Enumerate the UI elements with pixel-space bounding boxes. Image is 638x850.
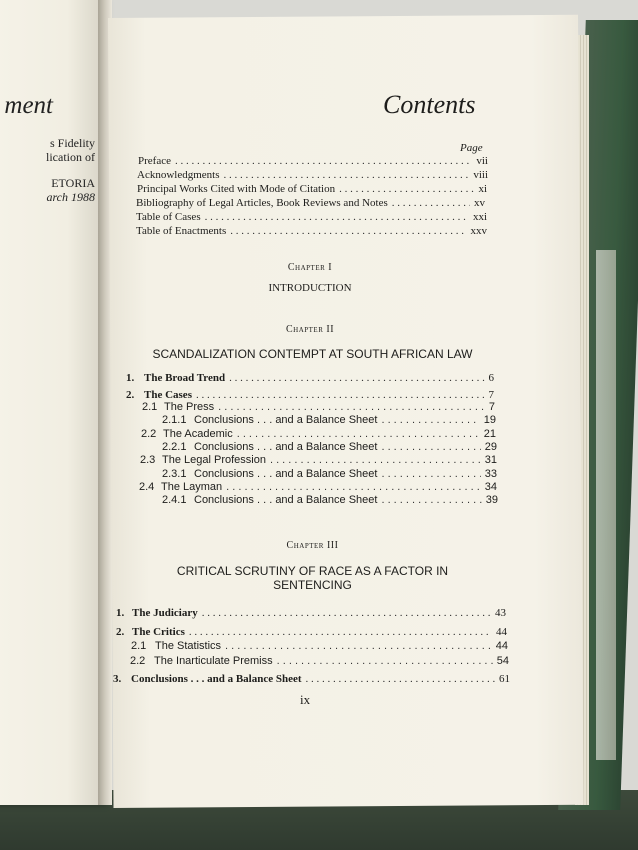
- toc-entry-page: 31: [484, 454, 497, 466]
- chapter-number: Chapter III: [286, 540, 339, 551]
- toc-entry-page: 33: [484, 468, 497, 480]
- toc-entry: [162, 468, 497, 481]
- toc-entry-label: Conclusions . . . and a Balance Sheet: [194, 414, 378, 426]
- toc-entry-number: 2.: [116, 626, 125, 638]
- toc-entry-number: 2.2: [130, 655, 146, 667]
- toc-entry-number: 1.: [116, 607, 125, 619]
- toc-entry-label: Bibliography of Legal Articles, Book Reviews and Notes: [136, 197, 388, 209]
- toc-entry-number: 2.: [126, 389, 135, 401]
- chapter-number: Chapter I: [287, 262, 333, 273]
- toc-entry-label: Table of Enactments: [136, 225, 227, 237]
- toc-entry-label: The Academic: [163, 428, 233, 440]
- toc-entry-label: Table of Cases: [136, 211, 201, 223]
- toc-entry: [116, 607, 506, 620]
- toc-entry: [136, 225, 487, 238]
- dust-jacket-edge: [596, 250, 616, 760]
- toc-entry-page: 39: [485, 494, 498, 506]
- toc-entry-label: Preface: [138, 155, 171, 167]
- toc-entry-label: Acknowledgments: [137, 169, 220, 181]
- toc-entry: [142, 401, 495, 414]
- page-folio: ix: [300, 692, 311, 707]
- toc-entry-number: 2.1: [142, 401, 158, 413]
- toc-entry: [139, 481, 497, 494]
- left-page: [0, 0, 105, 805]
- toc-entry-page: 44: [495, 640, 508, 652]
- toc-entry-number: 2.4: [139, 481, 155, 493]
- toc-entry: [137, 183, 487, 196]
- toc-entry-number: 2.4.1: [162, 494, 187, 506]
- toc-entry-label: Conclusions . . . and a Balance Sheet: [194, 494, 378, 506]
- toc-entry-page: 61: [499, 673, 510, 685]
- left-page-line: s Fidelity: [49, 136, 95, 150]
- toc-entry-number: 2.3: [140, 454, 156, 466]
- chapter-title: SCANDALIZATION CONTEMPT AT SOUTH AFRICAN LAW: [152, 347, 473, 361]
- toc-entry-label: The Cases: [144, 389, 192, 401]
- toc-entry: [162, 414, 496, 427]
- toc-entry-number: 1.: [126, 372, 135, 384]
- toc-entry: [116, 626, 507, 639]
- toc-entry: [162, 494, 498, 507]
- chapter-title: INTRODUCTION: [268, 282, 352, 294]
- toc-entry-label: The Critics: [132, 626, 185, 638]
- toc-entry-page: 44: [496, 626, 507, 638]
- toc-entry: [113, 673, 510, 686]
- toc-entry: [136, 197, 485, 210]
- toc-entry-page: 7: [488, 389, 494, 401]
- toc-entry: [131, 640, 508, 653]
- toc-entry-page: 7: [488, 401, 495, 413]
- toc-entry: [137, 169, 488, 182]
- toc-entry-label: The Broad Trend: [144, 372, 226, 384]
- toc-entry: [162, 441, 497, 454]
- toc-entry-page: xi: [478, 183, 487, 195]
- left-page-title: ment: [4, 92, 53, 119]
- toc-entry-number: 2.2.1: [162, 441, 187, 453]
- toc-entry-label: Conclusions . . . and a Balance Sheet: [194, 468, 378, 480]
- toc-entry-number: 3.: [113, 673, 122, 685]
- toc-entry-page: 34: [484, 481, 497, 493]
- toc-entry-number: 2.3.1: [162, 468, 187, 480]
- toc-entry-label: The Press: [164, 401, 215, 413]
- toc-entry-label: The Inarticulate Premiss: [154, 655, 273, 667]
- toc-entry-page: vii: [476, 155, 488, 167]
- toc-entry: [140, 454, 497, 467]
- toc-entry-page: xxi: [472, 211, 487, 223]
- left-page-line: lication of: [46, 150, 95, 164]
- toc-entry-page: 19: [483, 414, 496, 426]
- toc-entry-page: xv: [474, 197, 485, 209]
- toc-entry-page: xxv: [470, 225, 487, 237]
- toc-entry-page: 43: [495, 607, 506, 619]
- chapter-title-line: SENTENCING: [273, 578, 352, 592]
- toc-entry-page: viii: [473, 169, 488, 181]
- toc-entry-number: 2.1.1: [162, 414, 187, 426]
- toc-entry: [136, 211, 487, 224]
- toc-entry: [138, 155, 488, 168]
- chapter-title-line: CRITICAL SCRUTINY OF RACE AS A FACTOR IN: [176, 564, 449, 578]
- toc-entry: [126, 372, 494, 385]
- toc-entry: [141, 428, 496, 441]
- toc-entry-label: The Layman: [161, 481, 223, 493]
- toc-entry-label: The Legal Profession: [162, 454, 266, 466]
- toc-entry-page: 54: [496, 655, 509, 667]
- toc-entry-number: 2.2: [141, 428, 157, 440]
- toc-entry-label: Principal Works Cited with Mode of Citation: [137, 183, 336, 195]
- toc-entry-label: Conclusions . . . and a Balance Sheet: [131, 673, 302, 685]
- toc-entry-page: 6: [488, 372, 494, 384]
- chapter-number: Chapter II: [285, 324, 335, 335]
- toc-entry-number: 2.1: [131, 640, 147, 652]
- toc-entry-label: Conclusions . . . and a Balance Sheet: [194, 441, 378, 453]
- toc-entry-page: 29: [484, 441, 497, 453]
- left-page-line: ETORIA: [51, 176, 95, 190]
- toc-entry-page: 21: [483, 428, 496, 440]
- toc-entry-label: The Statistics: [155, 640, 222, 652]
- toc-entry: [130, 655, 509, 668]
- contents-title: Contents: [383, 90, 476, 119]
- page-column-header: Page: [460, 142, 483, 154]
- left-page-line: arch 1988: [46, 190, 95, 204]
- toc-entry-label: The Judiciary: [132, 607, 198, 619]
